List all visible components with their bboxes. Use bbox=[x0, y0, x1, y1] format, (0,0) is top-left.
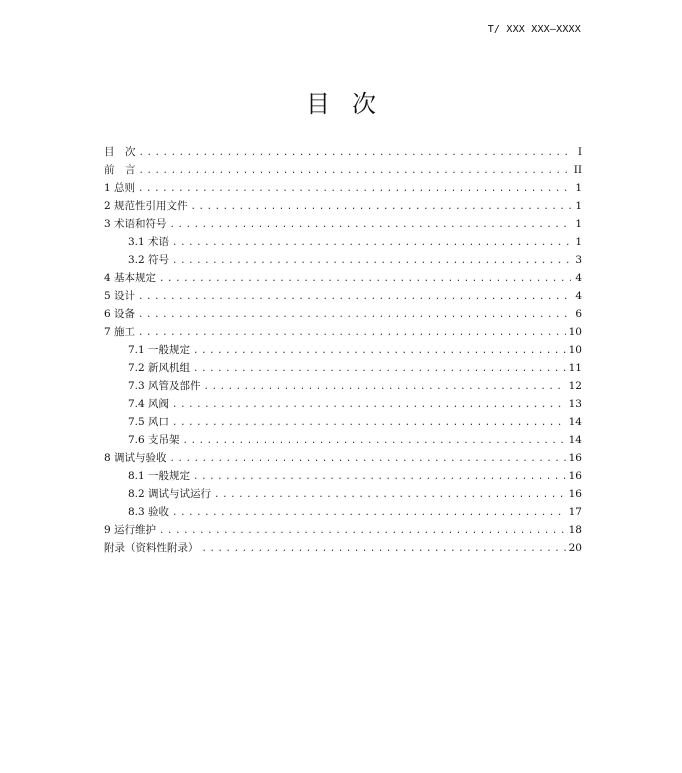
toc-entry-label: 9 运行维护 bbox=[104, 524, 157, 536]
toc-entry-label: 附录（资料性附录） bbox=[104, 542, 199, 554]
toc-entry-label: 3.2 符号 bbox=[128, 254, 170, 266]
toc-entry[interactable] bbox=[104, 251, 582, 269]
toc-entry-label: 3 术语和符号 bbox=[104, 218, 167, 230]
toc-entry-page-number: 4 bbox=[575, 290, 582, 302]
toc-entry-label: 6 设备 bbox=[104, 308, 136, 320]
toc-dot-leader bbox=[172, 414, 566, 432]
toc-entry-label: 7.3 风管及部件 bbox=[128, 380, 201, 392]
toc-entry[interactable] bbox=[104, 395, 582, 413]
toc-entry-label: 8.3 验收 bbox=[128, 506, 170, 518]
toc-dot-leader bbox=[183, 432, 566, 450]
toc-entry-label: 3.1 术语 bbox=[128, 236, 170, 248]
toc-dot-leader bbox=[214, 486, 566, 504]
toc-entry-label: 7.6 支吊架 bbox=[128, 434, 180, 446]
toc-entry-label: 2 规范性引用文件 bbox=[104, 200, 188, 212]
toc-entry-page-number: 13 bbox=[568, 398, 582, 410]
toc-entry[interactable] bbox=[104, 323, 582, 341]
toc-entry-label: 7.5 风口 bbox=[128, 416, 170, 428]
toc-entry[interactable] bbox=[104, 161, 582, 179]
toc-dot-leader bbox=[193, 468, 566, 486]
toc-entry-page-number: 20 bbox=[568, 542, 582, 554]
toc-entry[interactable] bbox=[104, 503, 582, 521]
toc-dot-leader bbox=[170, 450, 566, 468]
toc-entry[interactable] bbox=[104, 233, 582, 251]
toc-entry[interactable] bbox=[104, 377, 582, 395]
toc-entry[interactable] bbox=[104, 449, 582, 467]
toc-dot-leader bbox=[191, 198, 571, 216]
table-of-contents bbox=[104, 143, 582, 557]
toc-entry-page-number: 16 bbox=[568, 488, 582, 500]
toc-entry[interactable] bbox=[104, 179, 582, 197]
toc-entry[interactable] bbox=[104, 485, 582, 503]
toc-entry[interactable] bbox=[104, 413, 582, 431]
toc-dot-leader bbox=[138, 306, 571, 324]
toc-entry-label: 7 施工 bbox=[104, 326, 136, 338]
toc-entry[interactable] bbox=[104, 305, 582, 323]
toc-entry[interactable] bbox=[104, 359, 582, 377]
toc-entry-page-number: 10 bbox=[568, 326, 582, 338]
toc-entry-label: 7.2 新风机组 bbox=[128, 362, 191, 374]
toc-dot-leader bbox=[172, 504, 566, 522]
toc-entry-page-number: I bbox=[577, 146, 582, 158]
toc-entry[interactable] bbox=[104, 431, 582, 449]
toc-entry-page-number: 12 bbox=[568, 380, 582, 392]
toc-dot-leader bbox=[138, 324, 566, 342]
toc-entry-page-number: 16 bbox=[568, 470, 582, 482]
toc-dot-leader bbox=[193, 360, 566, 378]
toc-entry-page-number: 1 bbox=[575, 236, 582, 248]
toc-dot-leader bbox=[204, 378, 566, 396]
toc-entry[interactable] bbox=[104, 143, 582, 161]
toc-entry[interactable] bbox=[104, 287, 582, 305]
toc-entry-label: 7.1 一般规定 bbox=[128, 344, 191, 356]
toc-entry-label: 8 调试与验收 bbox=[104, 452, 167, 464]
toc-entry-page-number: 18 bbox=[568, 524, 582, 536]
toc-entry-label: 1 总则 bbox=[104, 182, 136, 194]
toc-entry-page-number: II bbox=[573, 164, 582, 176]
toc-entry[interactable] bbox=[104, 269, 582, 287]
toc-dot-leader bbox=[138, 180, 571, 198]
toc-dot-leader bbox=[159, 522, 566, 540]
toc-entry-label: 前 言 bbox=[104, 164, 136, 176]
toc-dot-leader bbox=[159, 270, 571, 288]
toc-entry[interactable] bbox=[104, 467, 582, 485]
toc-entry-label: 4 基本规定 bbox=[104, 272, 157, 284]
toc-entry[interactable] bbox=[104, 215, 582, 233]
toc-dot-leader bbox=[202, 540, 566, 558]
toc-entry-page-number: 6 bbox=[575, 308, 582, 320]
toc-entry-page-number: 4 bbox=[575, 272, 582, 284]
toc-entry-label: 5 设计 bbox=[104, 290, 136, 302]
toc-entry-page-number: 14 bbox=[568, 416, 582, 428]
toc-entry[interactable] bbox=[104, 197, 582, 215]
toc-dot-leader bbox=[172, 396, 566, 414]
toc-entry-label: 7.4 风阀 bbox=[128, 398, 170, 410]
toc-entry-page-number: 3 bbox=[575, 254, 582, 266]
toc-entry-page-number: 10 bbox=[568, 344, 582, 356]
toc-dot-leader bbox=[139, 162, 571, 180]
toc-dot-leader bbox=[172, 234, 571, 252]
toc-dot-leader bbox=[170, 216, 571, 234]
toc-dot-leader bbox=[172, 252, 571, 270]
toc-dot-leader bbox=[193, 342, 566, 360]
toc-entry-label: 8.2 调试与试运行 bbox=[128, 488, 212, 500]
page-title: 目次 bbox=[306, 90, 398, 118]
toc-entry-label: 8.1 一般规定 bbox=[128, 470, 191, 482]
toc-entry-page-number: 1 bbox=[575, 182, 582, 194]
toc-entry-label: 目 次 bbox=[104, 146, 136, 158]
toc-entry-page-number: 1 bbox=[575, 218, 582, 230]
toc-entry[interactable] bbox=[104, 521, 582, 539]
toc-entry[interactable] bbox=[104, 539, 582, 557]
toc-entry-page-number: 1 bbox=[575, 200, 582, 212]
toc-entry-page-number: 16 bbox=[568, 452, 582, 464]
toc-entry-page-number: 14 bbox=[568, 434, 582, 446]
toc-entry-page-number: 11 bbox=[568, 362, 582, 374]
toc-entry[interactable] bbox=[104, 341, 582, 359]
toc-dot-leader bbox=[139, 144, 572, 162]
toc-entry-page-number: 17 bbox=[568, 506, 582, 518]
toc-dot-leader bbox=[138, 288, 571, 306]
document-code: T/ XXX XXX—XXXX bbox=[487, 24, 581, 35]
